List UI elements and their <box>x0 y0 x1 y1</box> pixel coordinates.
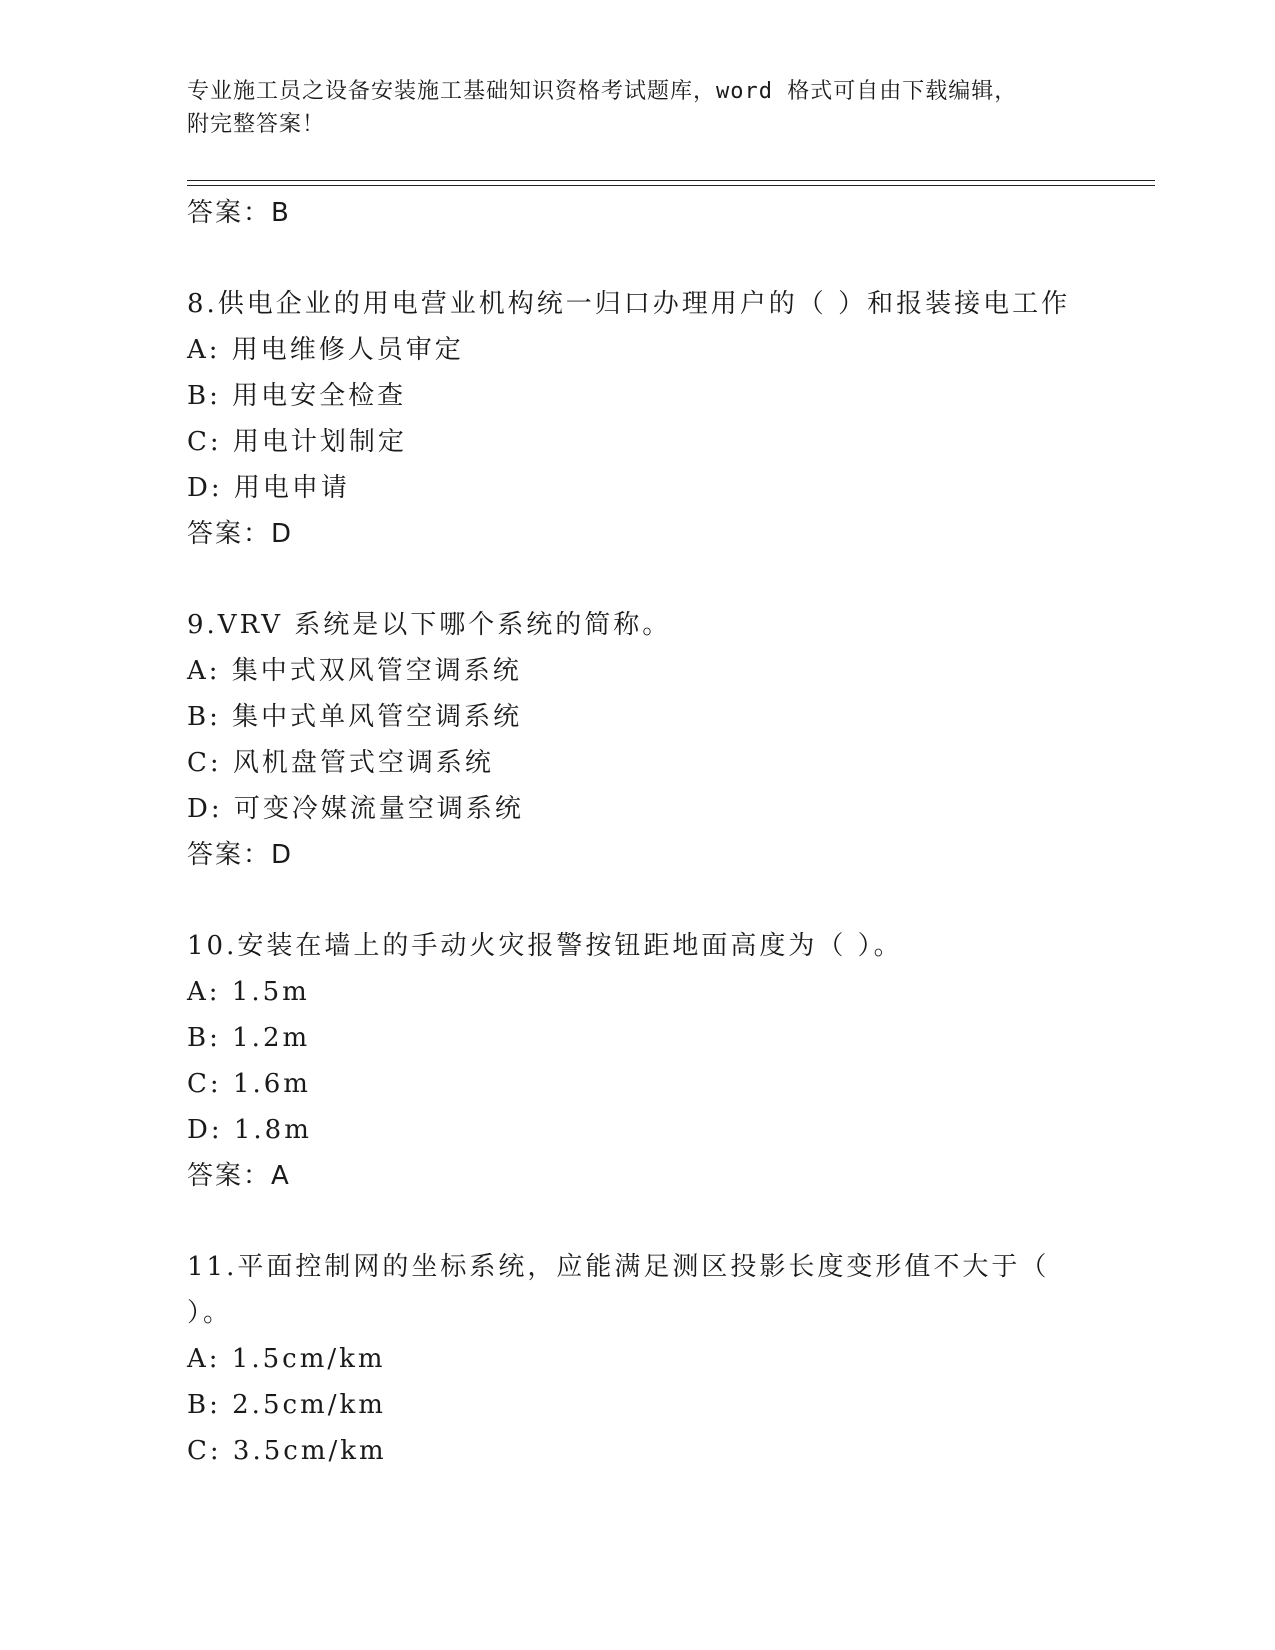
question-block-11 <box>187 1244 1147 1474</box>
answer-label: 答案：B <box>187 198 291 228</box>
header-line-2: 附完整答案！ <box>187 112 326 137</box>
question-text-line-1: 11.平面控制网的坐标系统，应能满足测区投影长度变形值不大于（ <box>187 1252 1050 1282</box>
option-c: C: 1.6m <box>187 1069 311 1099</box>
option-a: A: 集中式双风管空调系统 <box>187 656 522 686</box>
option-b: B: 2.5cm/km <box>187 1390 386 1420</box>
question-list <box>187 190 1147 1474</box>
question-text: 10.安装在墙上的手动火灾报警按钮距地面高度为（ ）。 <box>187 931 903 961</box>
question-text: 8.供电企业的用电营业机构统一归口办理用户的（ ）和报装接电工作 <box>187 289 1071 319</box>
question-block-10 <box>187 923 1147 1199</box>
option-a: A: 1.5cm/km <box>187 1344 386 1374</box>
header-divider-top <box>187 180 1155 181</box>
spacer <box>187 1199 1147 1244</box>
option-c: C: 风机盘管式空调系统 <box>187 748 494 778</box>
answer-label: 答案：A <box>187 1161 291 1191</box>
option-c: C: 用电计划制定 <box>187 427 407 457</box>
option-b: B: 集中式单风管空调系统 <box>187 702 523 732</box>
option-c: C: 3.5cm/km <box>187 1436 387 1466</box>
option-b: B: 用电安全检查 <box>187 381 407 411</box>
answer-label: 答案：D <box>187 519 294 549</box>
document-header <box>187 75 1087 141</box>
header-divider-bottom <box>187 185 1155 186</box>
question-block-9 <box>187 602 1147 878</box>
option-a: A: 1.5m <box>187 977 310 1007</box>
question-text: 9.VRV 系统是以下哪个系统的简称。 <box>187 610 672 640</box>
option-d: D: 可变冷媒流量空调系统 <box>187 794 524 824</box>
spacer <box>187 236 1147 281</box>
option-b: B: 1.2m <box>187 1023 311 1053</box>
question-text-line-2: ）。 <box>187 1298 233 1328</box>
option-d: D: 用电申请 <box>187 473 350 503</box>
option-a: A: 用电维修人员审定 <box>187 335 464 365</box>
spacer <box>187 878 1147 923</box>
question-block-8 <box>187 281 1147 557</box>
spacer <box>187 557 1147 602</box>
answer-label: 答案：D <box>187 840 294 870</box>
header-line-1: 专业施工员之设备安装施工基础知识资格考试题库，word 格式可自由下载编辑， <box>187 79 1018 104</box>
option-d: D: 1.8m <box>187 1115 312 1145</box>
